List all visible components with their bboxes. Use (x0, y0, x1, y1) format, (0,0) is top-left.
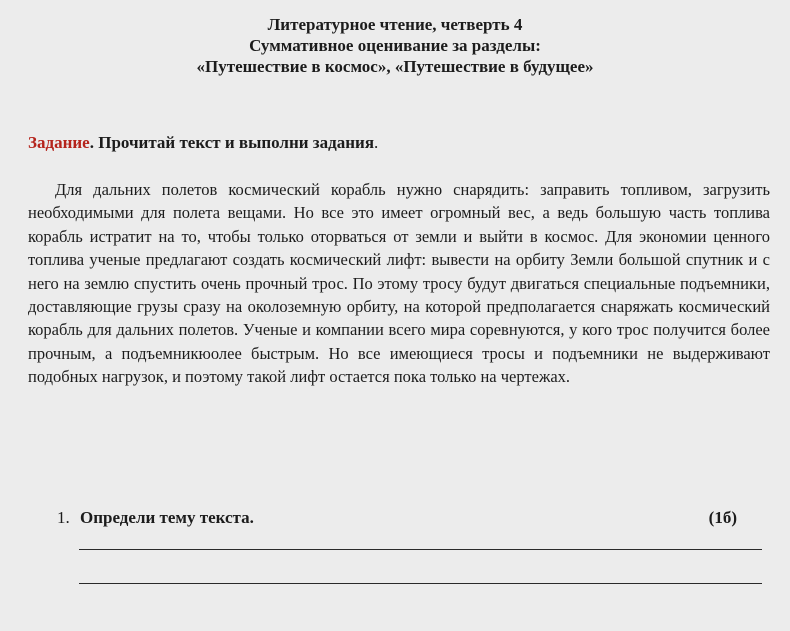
task-instruction-end: . (374, 133, 379, 152)
question-1 (57, 507, 737, 529)
document-header (0, 14, 790, 77)
answer-line (79, 549, 762, 550)
task-label: Задание (28, 133, 90, 152)
header-sections-line: «Путешествие в космос», «Путешествие в будущее» (196, 57, 594, 76)
header-assessment-line: Суммативное оценивание за разделы: (249, 36, 541, 55)
reading-passage: Для дальних полетов космический корабль нужно снарядить: заправить топливом, загрузить необходимыми для полета вещами. Но все это имеет огромный вес, а ведь большую часть топлива корабль истратит на то, чтобы только оторваться от земли и выйти в космос. Для экономии ценного топлива ученые предлагают создать космический лифт: вывести на орбиту Земли большой спутник и с него на землю спустить очень прочный трос. По этому тросу будут двигаться специальные подъемники, доставляющие грузы сразу на околоземную орбиту, на которой предполагается снаряжать космический корабль для дальних полетов. Ученые и компании всего мира соревнуются, у кого трос получится более прочным, а подъемникюолее быстрым. Но все имеющиеся тросы и подъемники не выдерживают подобных нагрузок, и поэтому такой лифт остается пока только на чертежах. (28, 180, 770, 387)
question-number: 1. (57, 508, 70, 527)
question-text: Определи тему текста. (80, 508, 254, 527)
answer-line (79, 583, 762, 584)
header-subject-line: Литературное чтение, четверть 4 (267, 15, 523, 34)
task-instruction (28, 132, 378, 153)
question-points: (1б) (708, 508, 737, 527)
task-instruction-text: . Прочитай текст и выполни задания (89, 133, 375, 152)
